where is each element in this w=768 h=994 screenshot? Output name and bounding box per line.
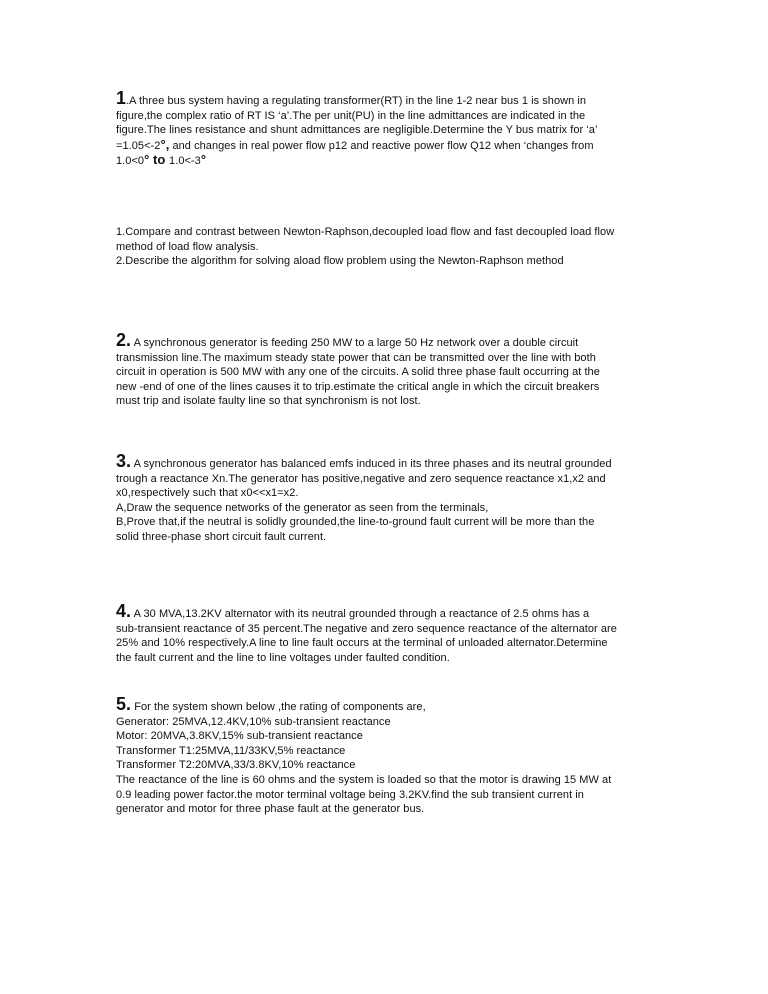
question-4-line-3: 25% and 10% respectively.A line to line fault occurs at the terminal of unloaded alternator.Determine <box>116 637 608 650</box>
question-number: 2. <box>116 330 132 350</box>
load-flow-line-1: 1.Compare and contrast between Newton-Raphson,decoupled load flow and fast decoupled load flow <box>116 226 615 238</box>
question-2-line-5: must trip and isolate faulty line so that synchronism is not lost. <box>116 395 421 408</box>
question-3-line-3: x0,respectively such that x0<<x1=x2. <box>116 487 299 500</box>
question-2 <box>116 330 660 409</box>
question-4-line-1: 4. A 30 MVA,13.2KV alternator with its neutral grounded through a reactance of 2.5 ohms has a <box>116 601 590 621</box>
question-5-line-5: Transformer T2:20MVA,33/3.8KV,10% reactance <box>116 759 356 772</box>
question-1-line-2: figure,the complex ratio of RT IS ‘a’.The per unit(PU) in the line admittances are indicated in the <box>116 109 586 122</box>
question-number: 1 <box>116 88 127 108</box>
question-4-line-2: sub-transient reactance of 35 percent.The negative and zero sequence reactance of the alternator are <box>116 622 617 635</box>
question-1-line-3: figure.The lines resistance and shunt admittances are negligible.Determine the Y bus matrix for ‘a’ <box>116 124 598 137</box>
question-number: 3. <box>116 451 132 471</box>
question-5-line-6: The reactance of the line is 60 ohms and the system is loaded so that the motor is drawing 15 MW at <box>116 773 612 786</box>
degree-symbol: ° <box>160 136 166 152</box>
question-number: 5. <box>116 694 132 714</box>
question-5-line-7: 0.9 leading power factor.the motor terminal voltage being 3.2KV.find the sub transient current in <box>116 788 584 801</box>
question-5 <box>116 694 660 817</box>
question-2-line-2: transmission line.The maximum steady state power that can be transmitted over the line with both <box>116 351 596 364</box>
question-1-line-4: =1.05<-2°, and changes in real power flow p12 and reactive power flow Q12 when ‘changes from <box>116 136 594 152</box>
question-5-line-8: generator and motor for three phase fault at the generator bus. <box>116 803 425 816</box>
load-flow-line-3: 2.Describe the algorithm for solving aload flow problem using the Newton-Raphson method <box>116 255 564 268</box>
question-number: 4. <box>116 601 132 621</box>
question-1 <box>116 88 660 169</box>
question-5-line-3: Motor: 20MVA,3.8KV,15% sub-transient reactance <box>116 730 363 743</box>
question-3-line-1: 3. A synchronous generator has balanced emfs induced in its three phases and its neutral grounded <box>116 451 612 471</box>
question-3-line-4: A,Draw the sequence networks of the generator as seen from the terminals, <box>116 501 489 514</box>
question-5-line-1: 5. For the system shown below ,the rating of components are, <box>116 694 426 714</box>
load-flow-questions <box>116 225 660 269</box>
question-4-line-4: the fault current and the line to line voltages under faulted condition. <box>116 651 450 664</box>
question-3 <box>116 451 660 545</box>
question-2-line-1: 2. A synchronous generator is feeding 250 MW to a large 50 Hz network over a double circuit <box>116 330 579 350</box>
question-1-line-1: 1.A three bus system having a regulating transformer(RT) in the line 1-2 near bus 1 is shown in <box>116 88 587 108</box>
question-2-line-4: new -end of one of the lines causes it to trip.estimate the critical angle in which the circuit breakers <box>116 380 600 393</box>
question-4 <box>116 601 660 665</box>
question-2-line-3: circuit in operation is 500 MW with any one of the circuits. A solid three phase fault occurring at the <box>116 366 600 379</box>
question-3-line-6: solid three-phase short circuit fault current. <box>116 530 327 543</box>
question-5-line-4: Transformer T1:25MVA,11/33KV,5% reactance <box>116 744 346 757</box>
question-5-line-2: Generator: 25MVA,12.4KV,10% sub-transient reactance <box>116 715 391 728</box>
question-3-line-2: trough a reactance Xn.The generator has positive,negative and zero sequence reactance x1,x2 and <box>116 472 606 485</box>
question-3-line-5: B,Prove that,if the neutral is solidly grounded,the line-to-ground fault current will be more than the <box>116 516 595 529</box>
load-flow-line-2: method of load flow analysis. <box>116 240 259 253</box>
question-1-line-5: 1.0<0° to 1.0<-3° <box>116 152 207 168</box>
